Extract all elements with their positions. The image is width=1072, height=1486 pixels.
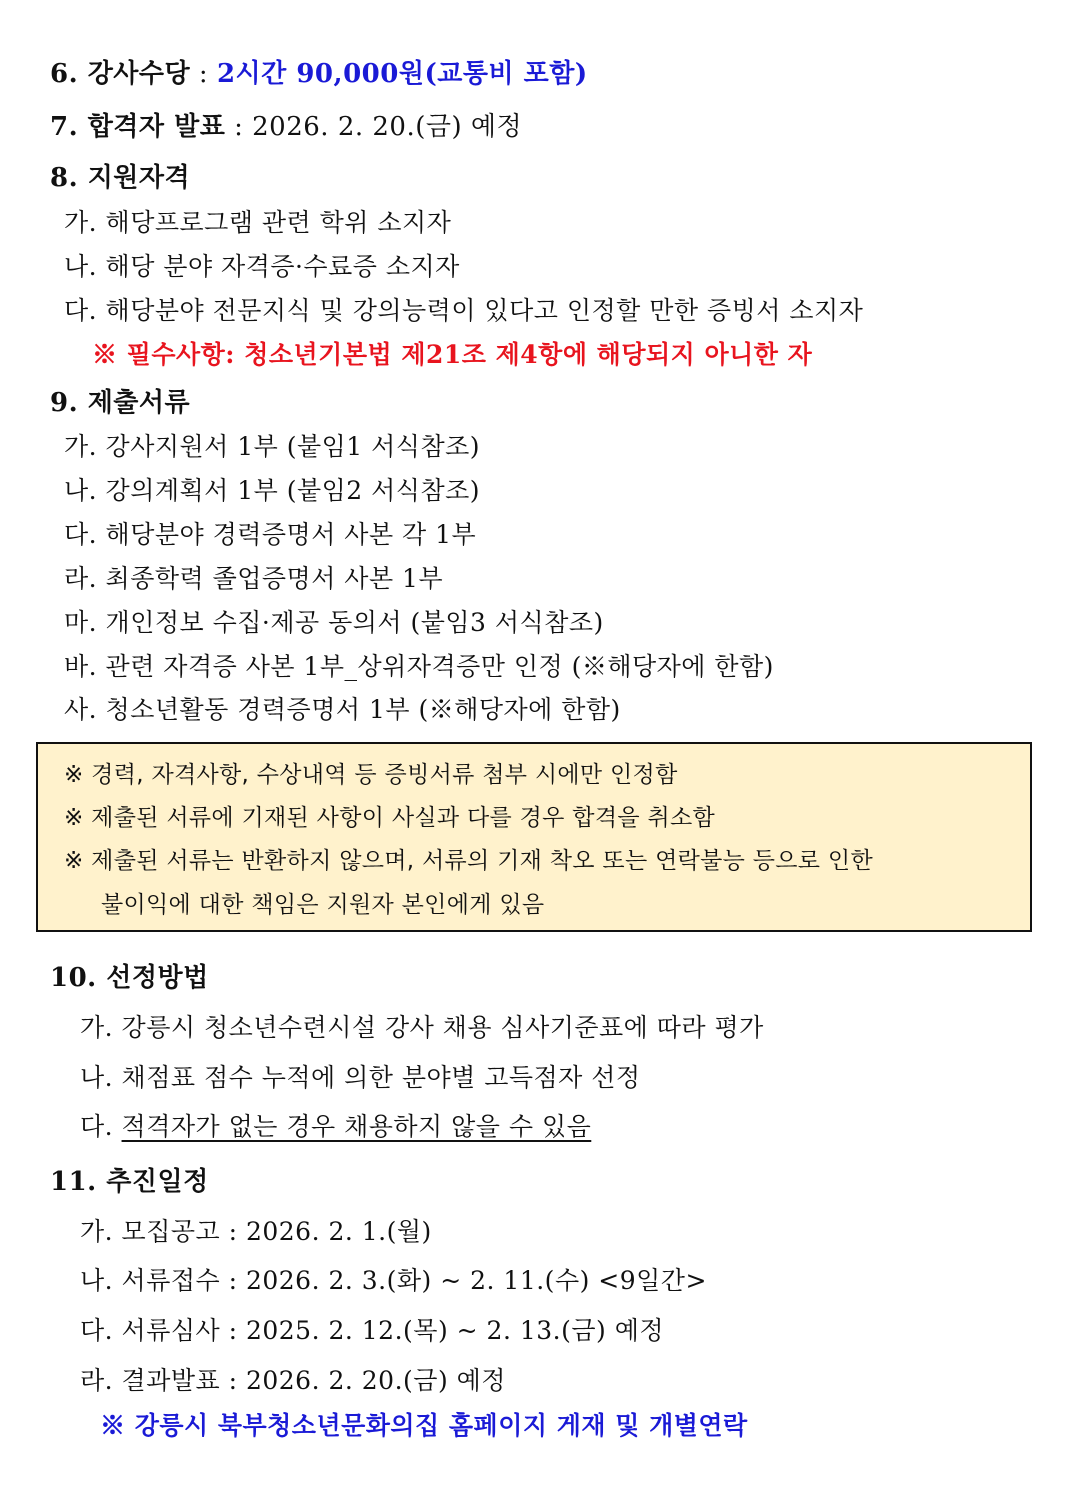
notice-box [36,742,1032,932]
section-9-item: 마. 개인정보 수집·제공 동의서 (붙임3 서식참조) [64,608,604,637]
section-6-label: 6. 강사수당 [50,59,191,89]
section-10-item: 나. 채점표 점수 누적에 의한 분야별 고득점자 선정 [80,1063,641,1092]
section-9-item: 가. 강사지원서 1부 (붙임1 서식참조) [64,432,481,461]
section-8-required-note: ※ 필수사항: 청소년기본법 제21조 제4항에 해당되지 아니한 자 [92,340,813,369]
section-9-item: 나. 강의계획서 1부 (붙임2 서식참조) [64,476,481,505]
section-9-item: 사. 청소년활동 경력증명서 1부 (※해당자에 한함) [64,695,621,724]
section-7-label: 7. 합격자 발표 [50,112,226,142]
section-9-item: 다. 해당분야 경력증명서 사본 각 1부 [64,520,477,549]
section-8-item: 가. 해당프로그램 관련 학위 소지자 [64,208,452,237]
section-8-item: 다. 해당분야 전문지식 및 강의능력이 있다고 인정할 만한 증빙서 소지자 [64,296,864,325]
section-10-item: 가. 강릉시 청소년수련시설 강사 채용 심사기준표에 따라 평가 [80,1013,764,1042]
section-9-title: 9. 제출서류 [50,388,191,418]
notice-line: ※ 경력, 자격사항, 수상내역 등 증빙서류 첨부 시에만 인정함 [64,762,678,788]
section-6-separator: : [190,59,217,89]
section-6-value: 2시간 90,000원(교통비 포함) [216,59,588,89]
section-10-title: 10. 선정방법 [50,963,209,993]
section-9-item: 라. 최종학력 졸업증명서 사본 1부 [64,564,444,593]
section-11-item: 가. 모집공고 : 2026. 2. 1.(월) [80,1217,432,1246]
section-7-value: 2026. 2. 20.(금) 예정 [252,112,523,142]
section-11-item: 나. 서류접수 : 2026. 2. 3.(화) ~ 2. 11.(수) <9일간> [80,1266,707,1295]
section-6-instructor-fee [50,58,588,90]
section-10-item-prefix: 다. [80,1112,122,1141]
section-10-underlined-text: 적격자가 없는 경우 채용하지 않을 수 있음 [121,1112,592,1141]
section-7-announcement [50,111,522,143]
section-10-item [80,1111,591,1143]
section-9-item: 바. 관련 자격증 사본 1부_상위자격증만 인정 (※해당자에 한함) [64,652,774,681]
notice-line: 불이익에 대한 책임은 지원자 본인에게 있음 [101,892,545,918]
section-7-separator: : [225,112,253,142]
section-11-note: ※ 강릉시 북부청소년문화의집 홈페이지 게재 및 개별연락 [100,1411,748,1440]
section-8-title: 8. 지원자격 [50,163,191,193]
section-11-title: 11. 추진일정 [50,1167,209,1197]
section-11-item: 다. 서류심사 : 2025. 2. 12.(목) ~ 2. 13.(금) 예정 [80,1316,664,1345]
section-11-item: 라. 결과발표 : 2026. 2. 20.(금) 예정 [80,1366,506,1395]
notice-line: ※ 제출된 서류에 기재된 사항이 사실과 다를 경우 합격을 취소함 [64,805,716,831]
section-8-item: 나. 해당 분야 자격증·수료증 소지자 [64,252,460,281]
notice-line: ※ 제출된 서류는 반환하지 않으며, 서류의 기재 착오 또는 연락불능 등으로 인한 [64,848,873,874]
